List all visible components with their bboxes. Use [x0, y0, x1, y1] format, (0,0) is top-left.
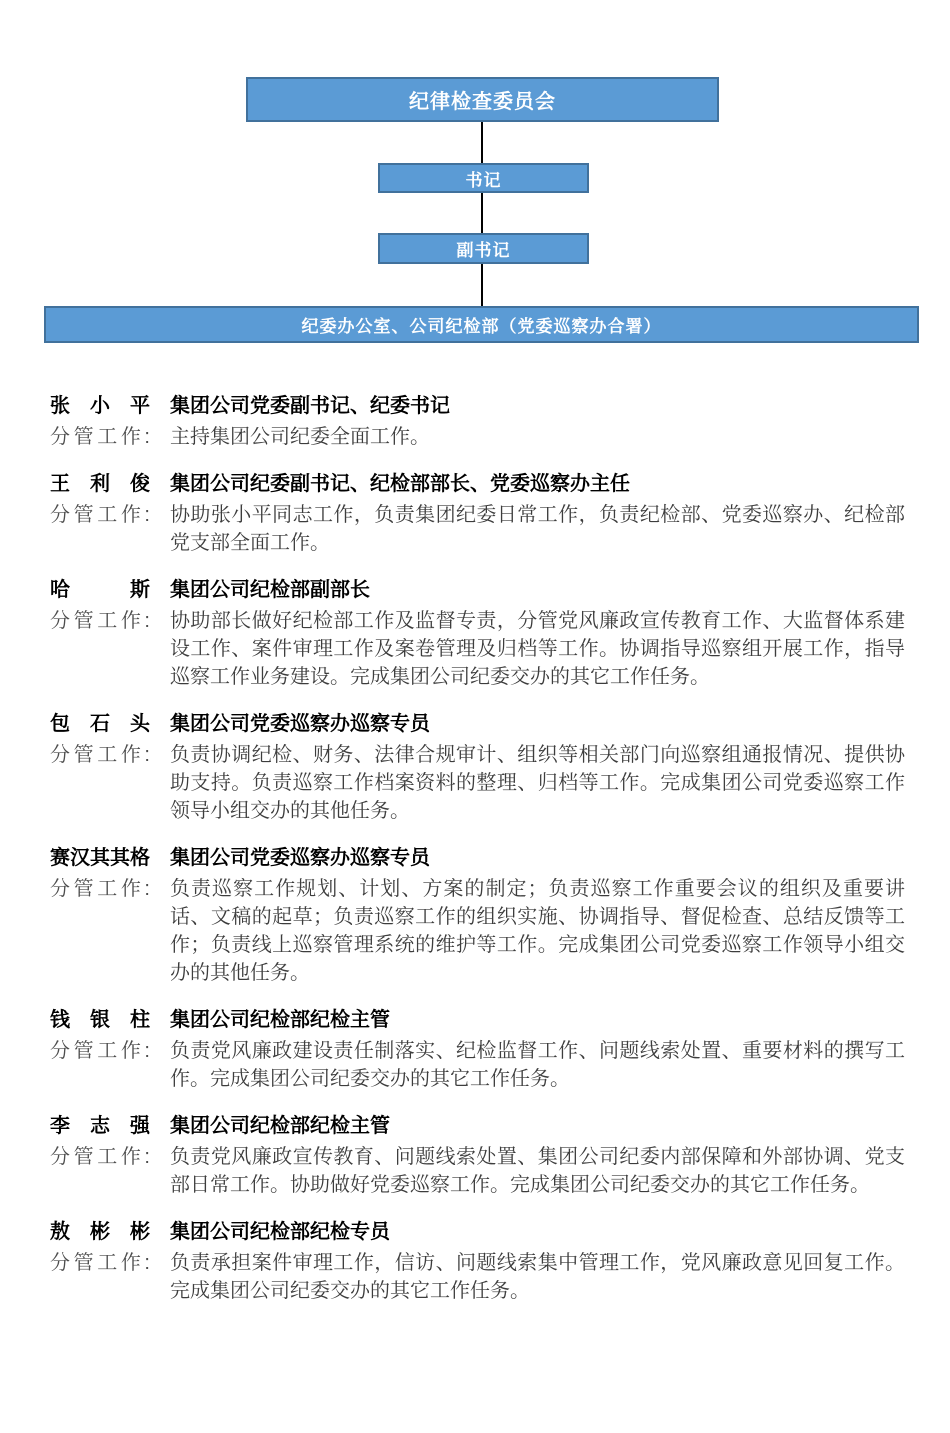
duty-label: 分管工作: [50, 504, 150, 526]
entry-header [50, 1218, 905, 1246]
entry-duty [50, 875, 905, 987]
person-entry [50, 710, 905, 825]
duty-label: 分管工作: [50, 1146, 150, 1168]
duty-text: 负责党风廉政宣传教育、问题线索处置、集团公司纪委内部保障和外部协调、党支部日常工作。协助做好党委巡察工作。完成集团公司纪委交办的其它工作任务。 [170, 1146, 905, 1196]
person-entry [50, 470, 905, 557]
duty-text: 负责承担案件审理工作，信访、问题线索集中管理工作，党风廉政意见回复工作。完成集团公司纪委交办的其它工作任务。 [170, 1252, 905, 1302]
person-entry [50, 844, 905, 987]
duty-label: 分管工作: [50, 1252, 150, 1274]
duty-text: 协助张小平同志工作，负责集团纪委日常工作，负责纪检部、党委巡察办、纪检部党支部全面工作。 [170, 504, 905, 554]
duty-text: 负责巡察工作规划、计划、方案的制定；负责巡察工作重要会议的组织及重要讲话、文稿的起草；负责巡察工作的组织实施、协调指导、督促检查、总结反馈等工作；负责线上巡察管理系统的维护等工作。完成集团公司党委巡察工作领导小组交办的其他任务。 [170, 878, 905, 984]
org-node-office-bar: 纪委办公室、公司纪检部（党委巡察办合署） [44, 306, 919, 343]
duty-label: 分管工作: [50, 1040, 150, 1062]
entry-duty [50, 607, 905, 691]
person-title: 集团公司纪检部纪检专员 [170, 1221, 390, 1243]
person-name: 李志强 [50, 1115, 150, 1137]
entry-duty [50, 1037, 905, 1093]
entry-duty [50, 1249, 905, 1305]
person-title: 集团公司党委巡察办巡察专员 [170, 847, 430, 869]
entry-header [50, 576, 905, 604]
person-name: 王利俊 [50, 473, 150, 495]
roster [50, 392, 905, 1305]
person-name: 敖彬彬 [50, 1221, 150, 1243]
person-title: 集团公司党委副书记、纪委书记 [170, 395, 450, 417]
person-title: 集团公司纪委副书记、纪检部部长、党委巡察办主任 [170, 473, 630, 495]
duty-text: 主持集团公司纪委全面工作。 [170, 426, 430, 448]
person-entry [50, 1112, 905, 1199]
person-title: 集团公司纪检部纪检主管 [170, 1009, 390, 1031]
person-entry [50, 392, 905, 451]
connector-line [481, 122, 483, 163]
person-entry [50, 1218, 905, 1305]
entry-duty [50, 501, 905, 557]
duty-text: 负责协调纪检、财务、法律合规审计、组织等相关部门向巡察组通报情况、提供协助支持。负责巡察工作档案资料的整理、归档等工作。完成集团公司党委巡察工作领导小组交办的其他任务。 [170, 744, 905, 822]
person-title: 集团公司纪检部纪检主管 [170, 1115, 390, 1137]
connector-line [481, 264, 483, 306]
person-title: 集团公司党委巡察办巡察专员 [170, 713, 430, 735]
connector-line [481, 193, 483, 233]
entry-header [50, 710, 905, 738]
person-entry [50, 576, 905, 691]
entry-header [50, 1112, 905, 1140]
person-name: 哈斯 [50, 579, 150, 601]
entry-header [50, 844, 905, 872]
duty-label: 分管工作: [50, 426, 150, 448]
person-entry [50, 1006, 905, 1093]
org-node-deputy-secretary: 副书记 [378, 233, 589, 264]
entry-duty [50, 423, 905, 451]
person-name: 张小平 [50, 395, 150, 417]
entry-header [50, 392, 905, 420]
duty-label: 分管工作: [50, 610, 150, 632]
entry-duty [50, 1143, 905, 1199]
entry-header [50, 470, 905, 498]
entry-header [50, 1006, 905, 1034]
org-node-committee: 纪律检查委员会 [246, 77, 719, 122]
entry-duty [50, 741, 905, 825]
duty-text: 负责党风廉政建设责任制落实、纪检监督工作、问题线索处置、重要材料的撰写工作。完成集团公司纪委交办的其它工作任务。 [170, 1040, 905, 1090]
duty-text: 协助部长做好纪检部工作及监督专责，分管党风廉政宣传教育工作、大监督体系建设工作、案件审理工作及案卷管理及归档等工作。协调指导巡察组开展工作，指导巡察工作业务建设。完成集团公司纪委交办的其它工作任务。 [170, 610, 905, 688]
person-name: 赛汉其其格 [50, 847, 150, 869]
org-node-secretary: 书记 [378, 163, 589, 193]
org-chart [0, 0, 950, 343]
person-name: 包石头 [50, 713, 150, 735]
duty-label: 分管工作: [50, 878, 150, 900]
person-title: 集团公司纪检部副部长 [170, 579, 370, 601]
person-name: 钱银柱 [50, 1009, 150, 1031]
duty-label: 分管工作: [50, 744, 150, 766]
